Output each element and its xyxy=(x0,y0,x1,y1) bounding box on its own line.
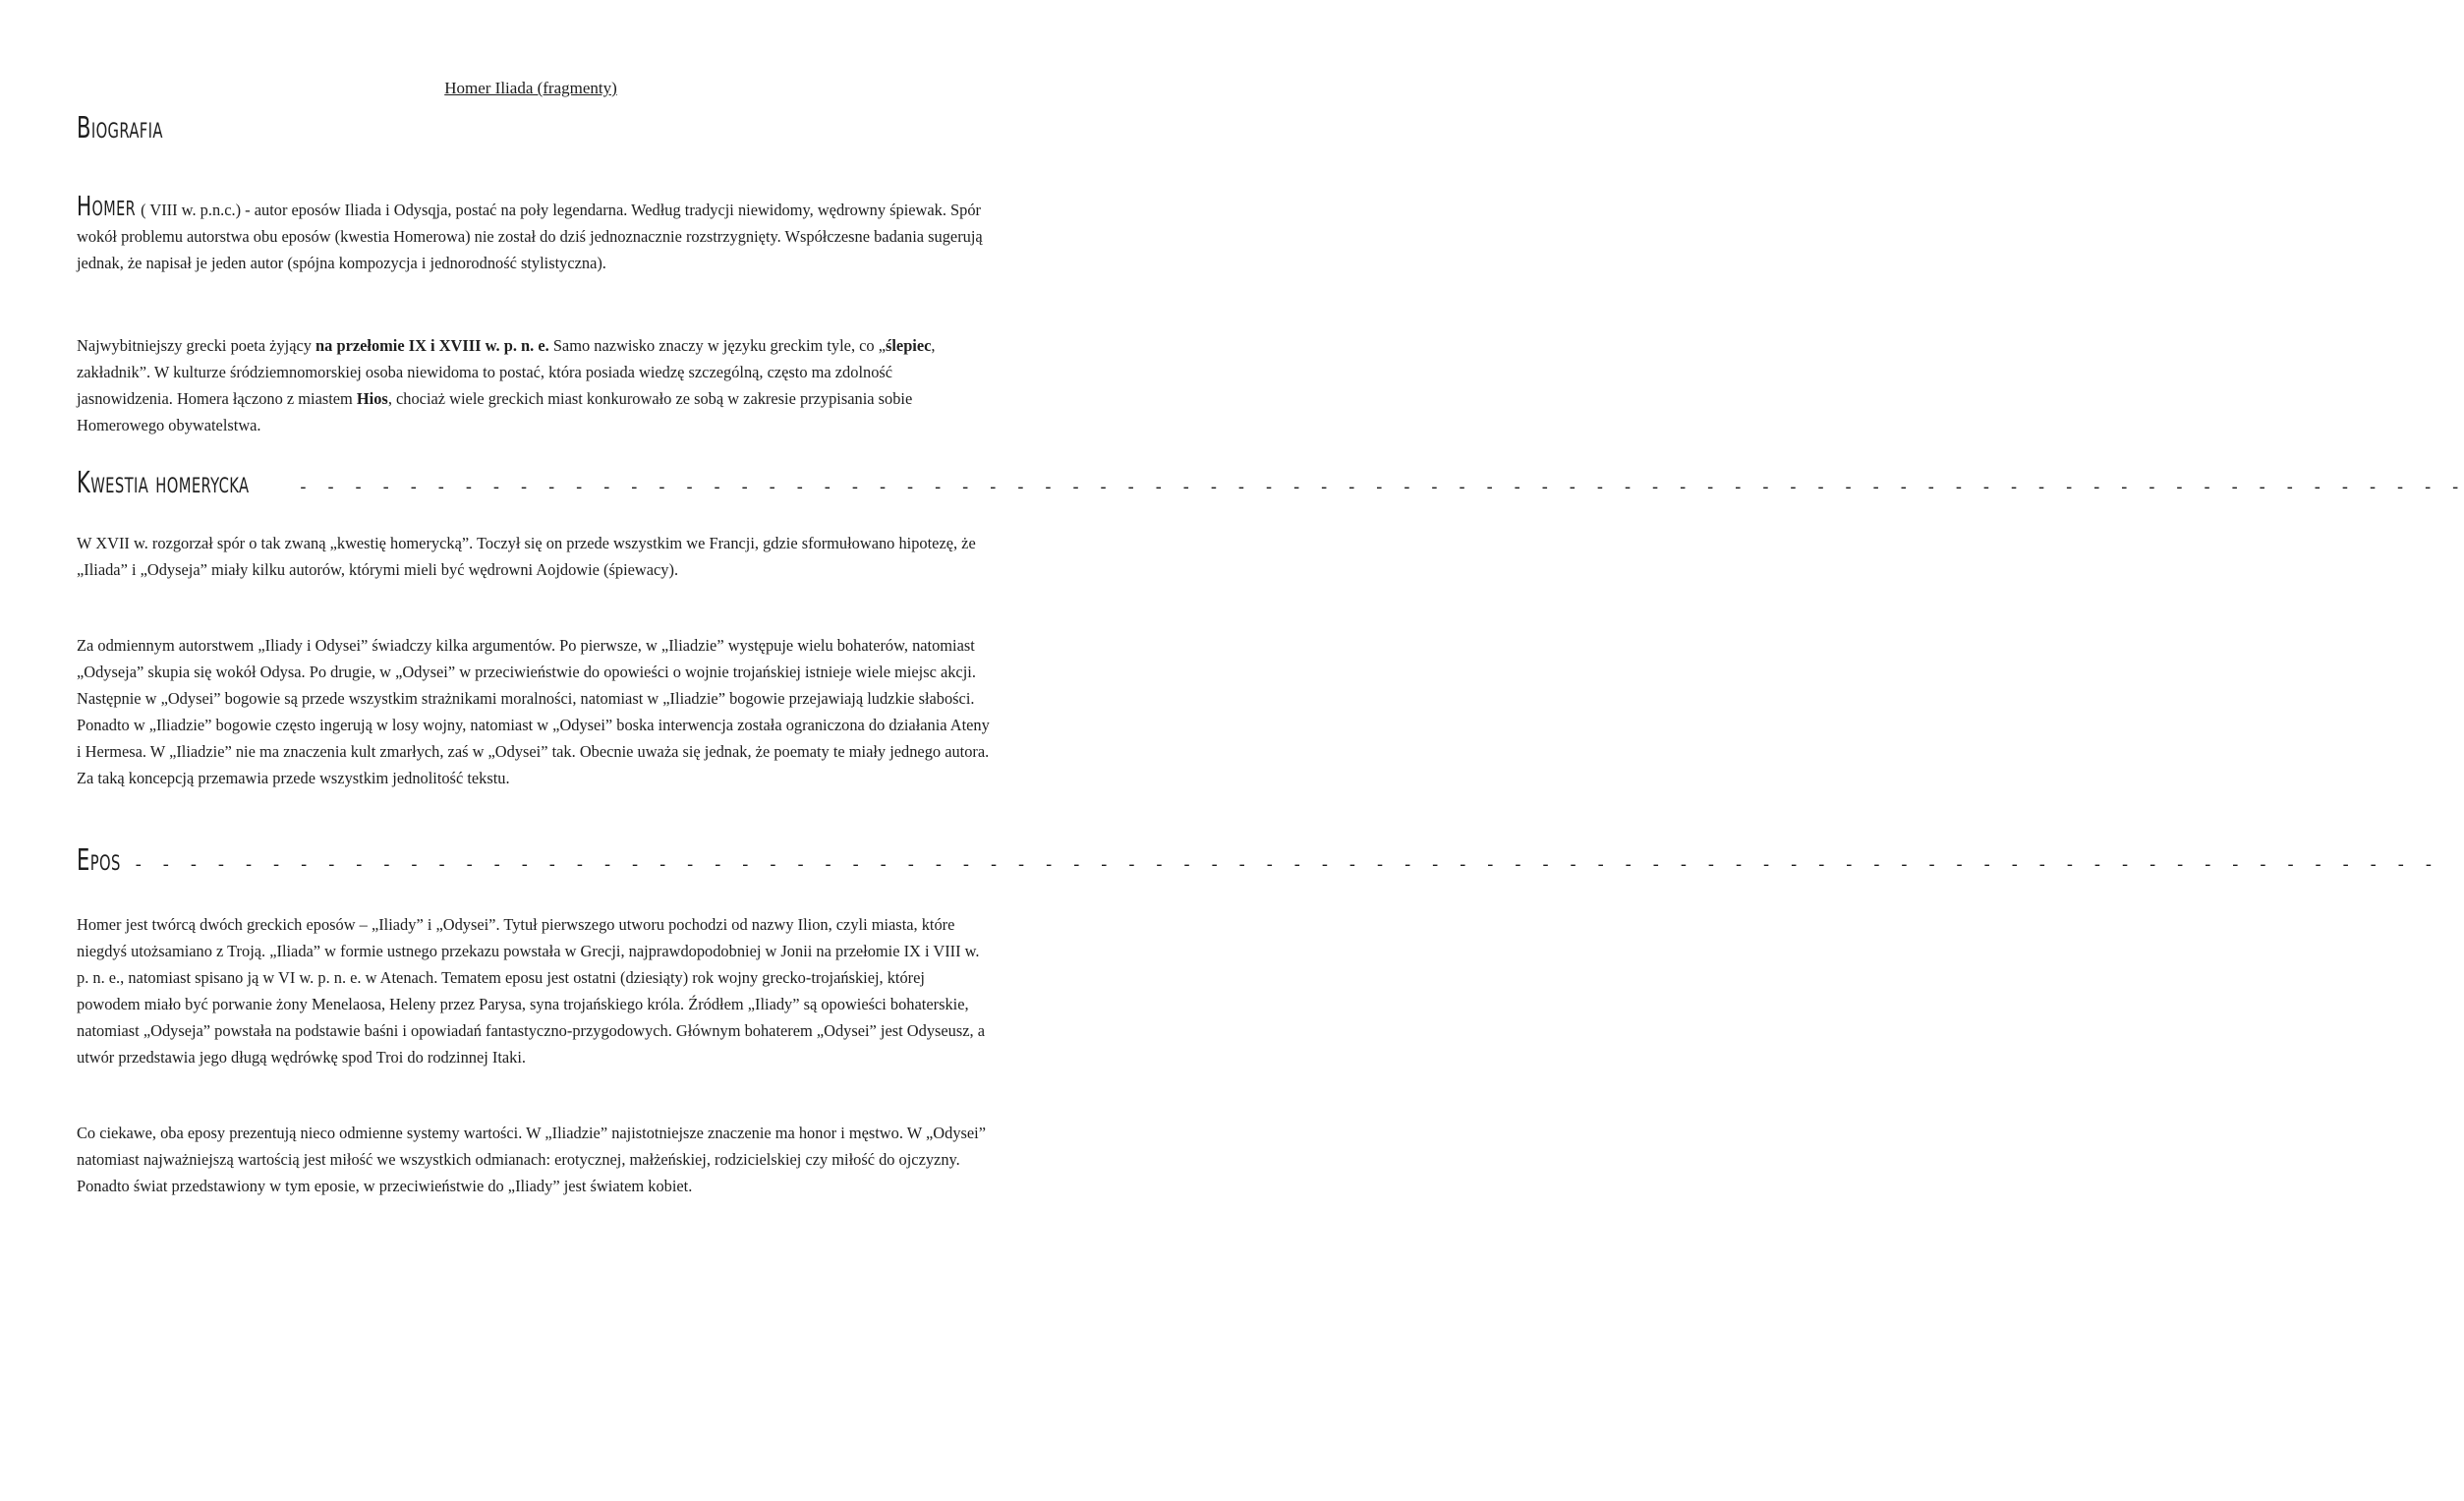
heading-dash-rule: - - - - - - - - - - - - - - - - - - - - - - - - - - - - - - - - - - - - - - - - - - - - - - - - - - - - - - - - - - - - - - - - - - - - - - - - - - - - - - - - - - - - xyxy=(133,854,2437,875)
homer-lead-word: Homer xyxy=(77,190,137,222)
paragraph-homer-poet xyxy=(77,332,991,438)
bold-run-dates: na przełomie IX i XVIII w. p. n. e. xyxy=(315,336,549,355)
text-run: Samo nazwisko znaczy w języku greckim tyle, co „ xyxy=(548,336,886,355)
paragraph-homer-bio xyxy=(77,190,991,276)
homer-bio-text: ( VIII w. p.n.c.) - autor eposów Iliada i Odysqja, postać na poły legendarna. Według tradycji niewidomy, wędrowny śpiewak. Spór wokół problemu autorstwa obu eposów (kwestia Homerowa) nie został do dziś jednoznacznie rozstrzygnięty. Współczesne badania sugerują jednak, że napisał je jeden autor (spójna kompozycja i jednorodność stylistyczna). xyxy=(77,201,983,272)
paragraph-kwestia-2: Za odmiennym autorstwem „Iliady i Odysei” świadczy kilka argumentów. Po pierwsze, w „Iliadzie” występuje wielu bohaterów, natomiast „Odyseja” skupia się wokół Odysa. Po drugie, w „Odysei” w przeciwieństwie do opowieści o wojnie trojańskiej istnieje wiele miejsc akcji. Następnie w „Odysei” bogowie są przede wszystkim strażnikami moralności, natomiast w „Iliadzie” bogowie przejawiają ludzkie słabości. Ponadto w „Iliadzie” bogowie często ingerują w losy wojny, natomiast w „Odysei” boska interwencja została ograniczona do działania Ateny i Hermesa. W „Iliadzie” nie ma znaczenia kult zmarłych, zaś w „Odysei” tak. Obecnie uważa się jednak, że poematy te miały jednego autora. Za taką koncepcją przemawia przede wszystkim jednolitość tekstu. xyxy=(77,636,990,787)
text-run: , chociaż wiele greckich miast konkurowało ze sobą w zakresie przypisania sobie Homerowego obywatelstwa. xyxy=(77,389,913,434)
document-title: Homer Iliada (fragmenty) xyxy=(444,79,617,97)
heading-dash-rule: - - - - - - - - - - - - - - - - - - - - - - - - - - - - - - - - - - - - - - - - - - - - - - - - - - - - - - - - - - - - - - - - - - - - - - - - - - - - - - - xyxy=(298,477,2464,497)
text-run: Najwybitniejszy grecki poeta żyjący xyxy=(77,336,316,355)
paragraph-kwestia-1: W XVII w. rozgorzał spór o tak zwaną „kwestię homerycką”. Toczył się on przede wszystkim we Francji, gdzie sformułowano hipotezę, że „Iliada” i „Odyseja” miały kilku autorów, którymi mieli być wędrowni Aojdowie (śpiewacy). xyxy=(77,534,976,579)
heading-epos: Epos xyxy=(77,843,121,878)
heading-kwestia-row xyxy=(77,466,2464,500)
heading-epos-row xyxy=(77,843,2437,878)
paragraph-epos-2: Co ciekawe, oba eposy prezentują nieco odmienne systemy wartości. W „Iliadzie” najistotniejsze znaczenie ma honor i męstwo. W „Odysei” natomiast najważniejszą wartością jest miłość we wszystkich odmianach: erotycznej, małżeńskiej, rodzicielskiej czy miłość do ojczyzny. Ponadto świat przedstawiony w tym eposie, w przeciwieństwie do „Iliady” jest światem kobiet. xyxy=(77,1124,986,1195)
heading-biografia: Biografia xyxy=(77,111,163,145)
heading-kwestia: Kwestia homerycka xyxy=(77,466,250,500)
bold-run-slepiec: ślepiec xyxy=(885,336,932,355)
text-run: , zakładnik”. W kulturze śródziemnomorskiej osoba niewidoma to postać, która posiada wiedzę szczególną, często ma zdolność jasnowidzenia. Homera łączono z miastem xyxy=(77,336,936,408)
paragraph-epos-1: Homer jest twórcą dwóch greckich eposów – „Iliady” i „Odysei”. Tytuł pierwszego utworu pochodzi od nazwy Ilion, czyli miasta, które niegdyś utożsamiano z Troją. „Iliada” w formie ustnego przekazu powstała w Grecji, najprawdopodobniej w Jonii na przełomie IX i VIII w. p. n. e., natomiast spisano ją w VI w. p. n. e. w Atenach. Tematem eposu jest ostatni (dziesiąty) rok wojny grecko-trojańskiej, której powodem miało być porwanie żony Menelaosa, Heleny przez Parysa, syna trojańskiego króla. Źródłem „Iliady” są opowieści bohaterskie, natomiast „Odyseja” powstała na podstawie baśni i opowiadań fantastyczno-przygodowych. Głównym bohaterem „Odysei” jest Odyseusz, a utwór przedstawia jego długą wędrówkę spod Troi do rodzinnej Itaki. xyxy=(77,915,985,1067)
bold-run-hios: Hios xyxy=(356,389,388,408)
